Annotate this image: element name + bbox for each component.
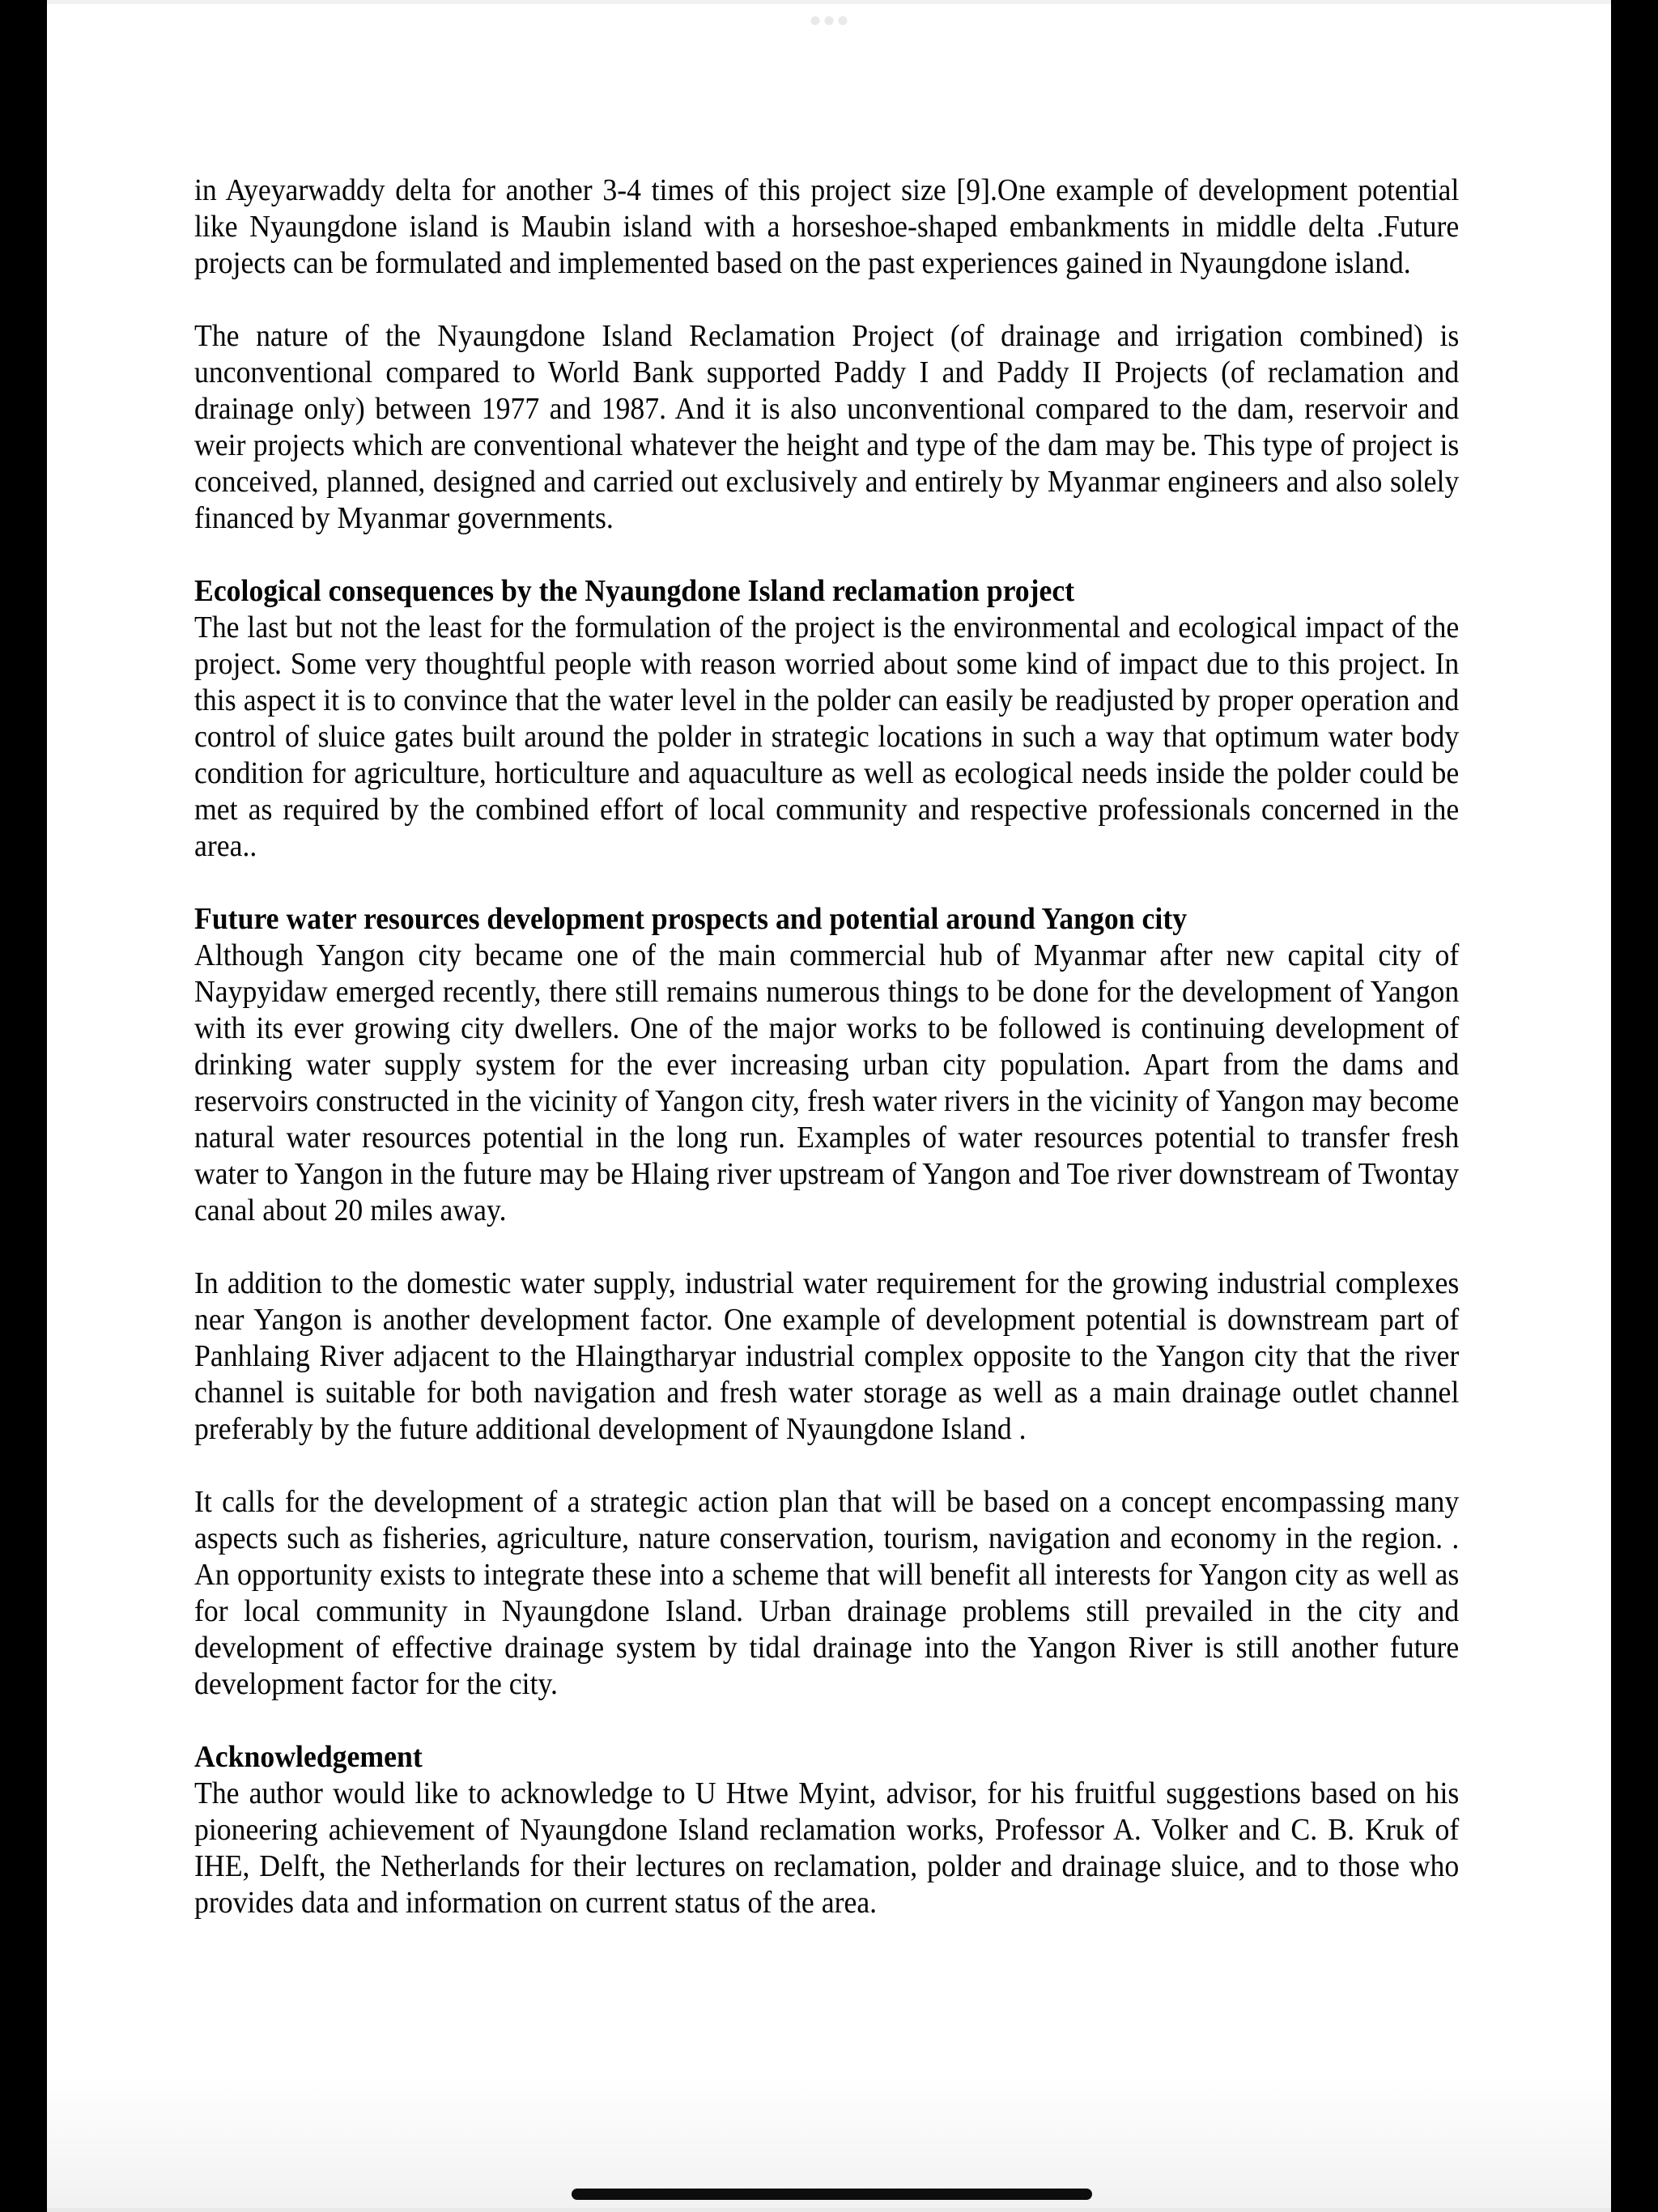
paragraph: The nature of the Nyaungdone Island Reclamation Project (of drainage and irrigation combined) is unconventional compared to World Bank supported Paddy I and Paddy II Projects (of reclamation and drainage only) between 1977 and 1987. And it is also unconventional compared to the dam, reservoir and weir projects which are conventional whatever the height and type of the dam may be. This type of project is conceived, planned, designed and carried out exclusively and entirely by Myanmar engineers and also solely financed by Myanmar governments. [194, 319, 1460, 535]
dot-icon [839, 16, 848, 25]
bottom-edge-strip [47, 2208, 1611, 2212]
top-edge-strip [47, 0, 1611, 4]
paragraph: The last but not the least for the formulation of the project is the environmental and ecological impact of the project. Some very thoughtful people with reason worried about some kind of impact due to this project. In this aspect it is to convince that the water level in the polder can easily be readjusted by proper operation and control of sluice gates built around the polder in strategic locations in such a way that optimum water body condition for agriculture, horticulture and aquaculture as well as ecological needs inside the polder could be met as required by the combined effort of local community and respective professionals concerned in the area.. [194, 610, 1460, 863]
paragraph: It calls for the development of a strategic action plan that will be based on a concept encompassing many aspects such as fisheries, agriculture, nature conservation, tourism, navigation and economy in the region. . An opportunity exists to integrate these into a scheme that will benefit all interests for Yangon city as well as for local community in Nyaungdone Island. Urban drainage problems still prevailed in the city and development of effective drainage system by tidal drainage into the Yangon River is still another future development factor for the city. [194, 1485, 1460, 1701]
dot-icon [811, 16, 820, 25]
home-indicator[interactable] [572, 2189, 1092, 2200]
paragraph: in Ayeyarwaddy delta for another 3-4 times of this project size [9].One example of development potential like Nyaungdone island is Maubin island with a horseshoe-shaped embankments in middle delta .Future projects can be formulated and implemented based on the past experiences gained in Nyaungdone island. [194, 173, 1460, 280]
document-scroll-area[interactable] [194, 172, 1459, 1958]
document-content [194, 172, 1459, 1921]
paragraph: In addition to the domestic water supply, industrial water requirement for the growing industrial complexes near Yangon is another development factor. One example of development potential is downstream part of Panhlaing River adjacent to the Hlaingtharyar industrial complex opposite to the Yangon city that the river channel is suitable for both navigation and fresh water storage as well as a main drainage outlet channel preferably by the future additional development of Nyaungdone Island . [194, 1266, 1460, 1446]
paragraph: The author would like to acknowledge to U Htwe Myint, advisor, for his fruitful suggestions based on his pioneering achievement of Nyaungdone Island reclamation works, Professor A. Volker and C. B. Kruk of IHE, Delft, the Netherlands for their lectures on reclamation, polder and drainage sluice, and to those who provides data and information on current status of the area. [194, 1776, 1460, 1920]
right-letterbox-bar [1611, 0, 1658, 2212]
left-letterbox-bar [0, 0, 47, 2212]
dot-icon [825, 16, 834, 25]
paragraph: Although Yangon city became one of the main commercial hub of Myanmar after new capital city of Naypyidaw emerged recently, there still remains numerous things to be done for the development of Yangon with its ever growing city dwellers. One of the major works to be followed is continuing development of drinking water supply system for the ever increasing urban city population. Apart from the dams and reservoirs constructed in the vicinity of Yangon city, fresh water rivers in the vicinity of Yangon may become natural water resources potential in the long run. Examples of water resources potential to transfer fresh water to Yangon in the future may be Hlaing river upstream of Yangon and Toe river downstream of Twontay canal about 20 miles away. [194, 938, 1460, 1227]
section-heading: Ecological consequences by the Nyaungdone Island reclamation project [194, 574, 1075, 608]
section-heading: Acknowledgement [194, 1740, 423, 1774]
section-heading: Future water resources development prospects and potential around Yangon city [194, 902, 1188, 936]
multitasking-menu-handle[interactable] [811, 16, 848, 25]
